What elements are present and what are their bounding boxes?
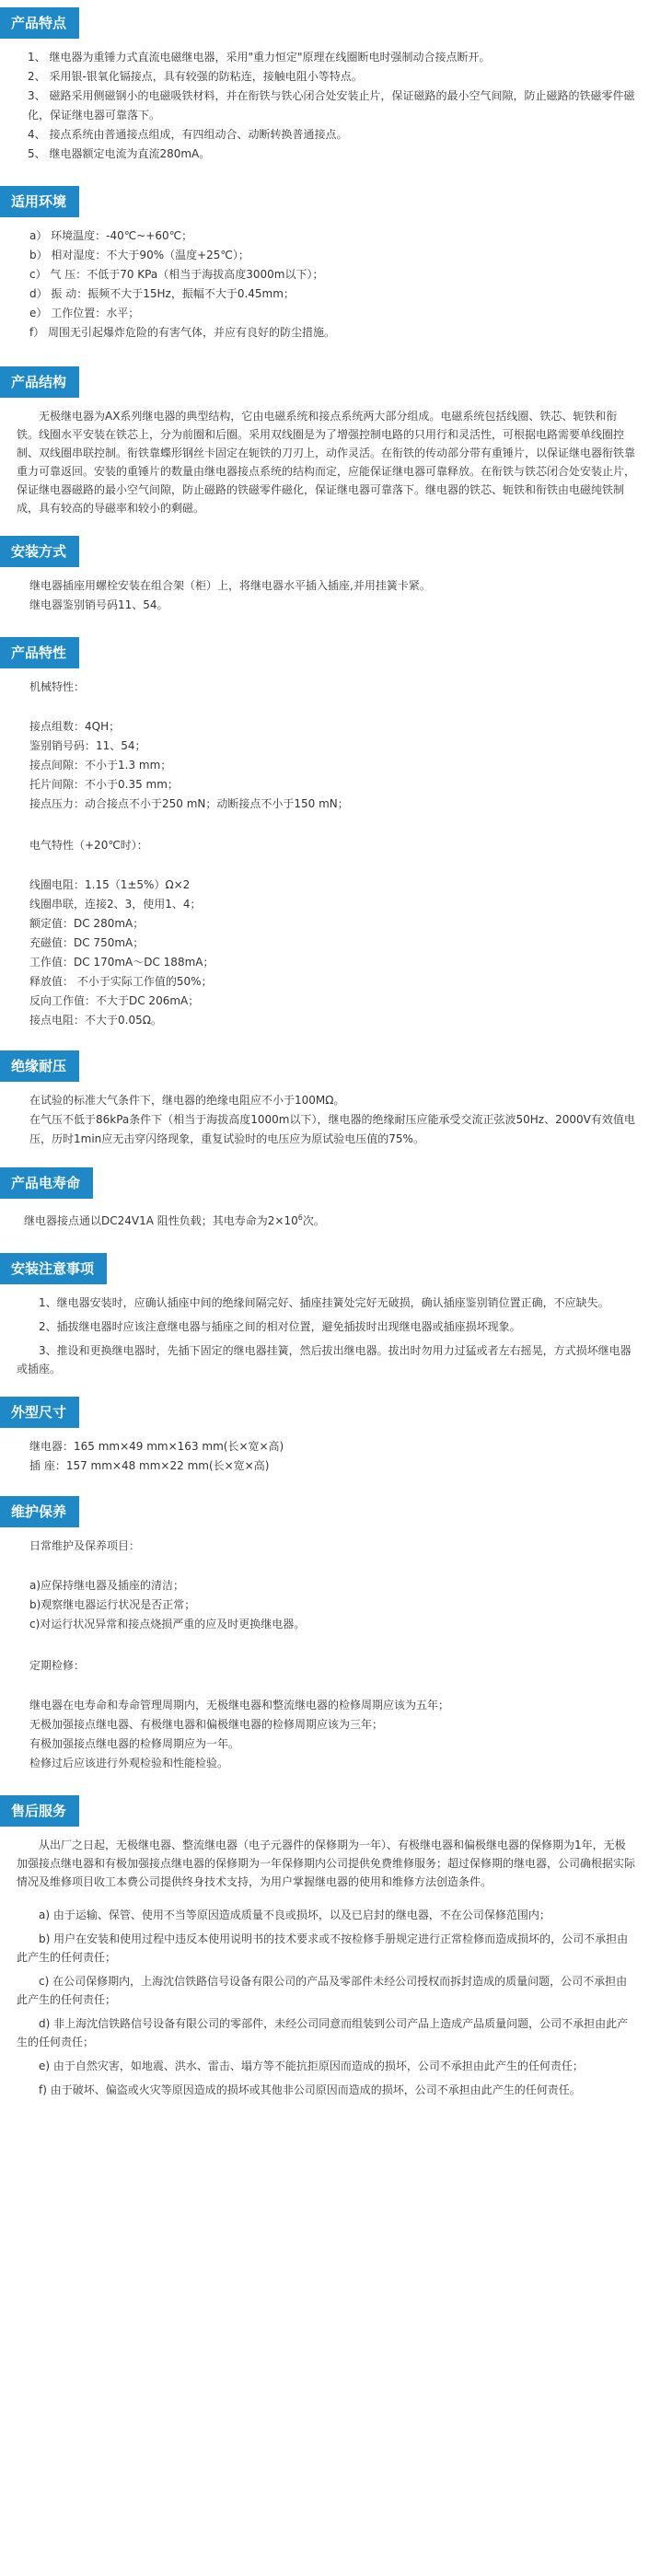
- feature-item: 2、 采用银-银氧化镉接点，具有较强的防粘连，接触电阻小等特点。: [28, 70, 363, 83]
- aftersales-item: b) 用户在安装和使用过程中违反本使用说明书的技术要求或不按检修手册规定进行正常检修而造成损坏的，公司不承担由此产生的任何责任；: [17, 1932, 629, 1964]
- insulation-line: 在试验的标准大气条件下，继电器的绝缘电阻应不小于100MΩ。: [29, 1094, 345, 1107]
- aftersales-item: e) 由于自然灾害，如地震、洪水、雷击、塌方等不能抗拒原因而造成的损坏，公司不承担由此产生的任何责任；: [39, 2060, 584, 2072]
- periodic-label: 定期检修：: [29, 1659, 86, 1672]
- lifetime-text-after: 次。: [302, 1214, 325, 1227]
- daily-item: a)应保持继电器及插座的清洁；: [29, 1579, 185, 1592]
- section-title-lifetime: 产品电寿命: [0, 1167, 93, 1199]
- section-insulation: [0, 1045, 649, 1149]
- section-title-maintenance: 维护保养: [0, 1496, 79, 1527]
- daily-label: 日常维护及保养项目：: [29, 1539, 141, 1552]
- section-title-installation: 安装方式: [0, 536, 79, 567]
- environment-item: a） 环境温度：-40℃~+60℃；: [29, 229, 193, 242]
- periodic-item: 继电器在电寿命和寿命管理周期内，无极继电器和整流继电器的检修周期应该为五年；: [29, 1699, 450, 1712]
- mechanical-item: 接点组数：4QH；: [29, 720, 121, 733]
- section-installation: [0, 530, 649, 615]
- lifetime-text: [24, 1208, 636, 1231]
- environment-item: e） 工作位置：水平；: [29, 307, 140, 319]
- environment-item: b） 相对湿度：不大于90%（温度+25℃）；: [29, 249, 249, 261]
- electrical-item: 线圈电阻：1.15（1±5%）Ω×2: [29, 878, 191, 891]
- precaution-item: 2、插拔继电器时应该注意继电器与插座之间的相对位置，避免插拔时出现继电器或插座损坏现象。: [39, 1320, 521, 1333]
- section-maintenance: [0, 1491, 649, 1773]
- section-title-dimensions: 外型尺寸: [0, 1397, 79, 1428]
- section-title-environment: 适用环境: [0, 186, 79, 217]
- section-lifetime: [0, 1162, 649, 1231]
- section-title-features: 产品特点: [0, 7, 79, 39]
- periodic-item: 无极加强接点继电器、有极继电器和偏极继电器的检修周期应该为三年；: [29, 1718, 384, 1731]
- periodic-item: 检修过后应该进行外观检验和性能检验。: [29, 1757, 229, 1770]
- insulation-line: 在气压不低于86kPa条件下（相当于海拔高度1000m以下），继电器的绝缘耐压应能承受交流正弦波50Hz、2000V有效值电压，历时1min应无击穿闪络现象，重复试验时的电压应为原试验电压值的75%。: [29, 1113, 635, 1145]
- section-characteristics: [0, 632, 649, 1030]
- section-environment: [0, 180, 649, 342]
- aftersales-item: c) 在公司保修期内，上海沈信铁路信号设备有限公司的产品及零部件未经公司授权而拆封造成的质量问题，公司不承担由此产生的任何责任；: [17, 1975, 628, 2006]
- lifetime-text-before: 继电器接点通以DC24V1A 阻性负载；其电寿命为2×10: [24, 1214, 298, 1227]
- environment-item: c） 气 压：不低于70 KPa（相当于海拔高度3000m以下）；: [29, 268, 324, 281]
- installation-line: 继电器鉴别销号码11、54。: [29, 598, 168, 611]
- structure-paragraph: 无极继电器为AX系列继电器的典型结构，它由电磁系统和接点系统两大部分组成。电磁系统包括线圈、铁芯、轭铁和衔铁。线圈水平安装在铁芯上，分为前圈和后圈。采用双线圈是为了增强控制电路的只用行和灵活性，可根据电路需要单线圈控制、双线圈串联控制。衔铁靠蝶形钢丝卡固定在轭铁的刀刃上，动作灵活。在衔铁的传动部分带有重锤片，以保证继电器衔铁靠重力可靠返回。安装的重锤片的数量由继电器接点系统的结构而定，应能保证继电器可靠释放。在衔铁与铁芯闭合处安装止片，保证继电器磁路的最小空气间隙，防止磁路的铁磁零件磁化，保证继电器可靠落下。继电器的铁芯、轭铁和衔铁由电磁纯铁制成，具有较高的导磁率和较小的剩磁。: [17, 410, 636, 515]
- lifetime-exponent: 6: [297, 1213, 303, 1222]
- section-aftersales: [0, 1790, 649, 2099]
- electrical-item: 释放值： 不小于实际工作值的50%；: [29, 975, 213, 988]
- section-dimensions: [0, 1391, 649, 1476]
- electrical-item: 额定值：DC 280mA；: [29, 917, 145, 930]
- aftersales-item: a) 由于运输、保管、使用不当等原因造成质量不良或损坏，以及已启封的继电器，不在公司保修范围内；: [39, 1909, 550, 1921]
- feature-item: 1、 继电器为重锤力式直流电磁继电器，采用"重力恒定"原理在线圈断电时强制动合接点断开。: [28, 51, 491, 64]
- section-features: [0, 0, 649, 164]
- electrical-item: 反向工作值：不大于DC 206mA；: [29, 994, 200, 1007]
- environment-item: f） 周围无引起爆炸危险的有害气体，并应有良好的防尘措施。: [29, 326, 336, 339]
- dimension-line: 继电器：165 mm×49 mm×163 mm(长×宽×高): [29, 1440, 284, 1453]
- electrical-item: 工作值：DC 170mA～DC 188mA；: [29, 956, 214, 969]
- mechanical-item: 托片间隙：不小于0.35 mm；: [29, 778, 179, 791]
- aftersales-paragraph: 从出厂之日起，无极继电器、整流继电器（电子元器件的保修期为一年）、有极继电器和偏极继电器的保修期为1年，无极加强接点继电器和有极加强接点继电器的保修期为一年保修期内公司提供免费维修服务；超过保修期的继电器，公司确根据实际情况及维修项目收工本费公司提供终身技术支持，为用户掌握继电器的使用和维修方法创造条件。: [17, 1839, 636, 1888]
- installation-line: 继电器插座用螺栓安装在组合架（柜）上，将继电器水平插入插座,并用挂簧卡紧。: [29, 579, 431, 592]
- daily-item: c)对运行状况异常和接点烧损严重的应及时更换继电器。: [29, 1618, 306, 1630]
- mechanical-label: 机械特性：: [29, 680, 86, 693]
- electrical-item: 线圈串联，连接2、3，使用1、4；: [29, 898, 202, 911]
- environment-item: d） 振 动：振频不大于15Hz，振幅不大于0.45mm；: [29, 287, 295, 300]
- section-precautions: [0, 1247, 649, 1378]
- mechanical-item: 接点压力：动合接点不小于250 mN；动断接点不小于150 mN；: [29, 797, 349, 810]
- feature-item: 5、 继电器额定电流为直流280mA。: [28, 147, 211, 160]
- aftersales-item: f) 由于破坏、偏盗或火灾等原因造成的损坏或其他非公司原因而造成的损坏，公司不承担由此产生的任何责任。: [39, 2083, 581, 2096]
- precaution-item: 3、推设和更换继电器时，先插下固定的继电器挂簧，然后拔出继电器。拔出时勿用力过猛或者左右摇晃，方式损坏继电器或插座。: [17, 1344, 632, 1375]
- dimension-line: 插 座：157 mm×48 mm×22 mm(长×宽×高): [29, 1459, 270, 1472]
- precaution-item: 1、继电器安装时，应确认插座中间的绝缘间隔完好、插座挂簧处完好无破损，确认插座鉴别销位置正确，不应缺失。: [39, 1296, 609, 1309]
- section-title-precautions: 安装注意事项: [0, 1253, 107, 1284]
- section-title-structure: 产品结构: [0, 366, 79, 398]
- periodic-item: 有极加强接点继电器的检修周期应为一年。: [29, 1737, 240, 1750]
- mechanical-item: 鉴别销号码：11、54；: [29, 739, 146, 752]
- aftersales-item: d) 非上海沈信铁路信号设备有限公司的零部件，未经公司同意而组装到公司产品上造成产品质量问题，公司不承担由此产生的任何责任；: [17, 2017, 629, 2048]
- feature-item: 4、 接点系统由普通接点组成，有四组动合、动断转换普通接点。: [28, 128, 348, 141]
- section-title-insulation: 绝缘耐压: [0, 1050, 79, 1082]
- section-structure: [0, 361, 649, 517]
- section-title-characteristics: 产品特性: [0, 637, 79, 668]
- feature-item: 3、 磁路采用侧磁钢小的电磁吸铁材料，并在衔铁与铁心闭合处安装止片，保证磁路的最小空气间隙，防止磁路的铁磁零件磁化，保证继电器可靠落下。: [28, 89, 635, 122]
- electrical-label: 电气特性（+20℃时）：: [29, 839, 148, 852]
- section-title-aftersales: 售后服务: [0, 1795, 79, 1827]
- mechanical-item: 接点间隙：不小于1.3 mm；: [29, 759, 172, 772]
- electrical-item: 充磁值：DC 750mA；: [29, 936, 145, 949]
- daily-item: b)观察继电器运行状况是否正常；: [29, 1598, 196, 1611]
- electrical-item: 接点电阻：不大于0.05Ω。: [29, 1014, 162, 1027]
